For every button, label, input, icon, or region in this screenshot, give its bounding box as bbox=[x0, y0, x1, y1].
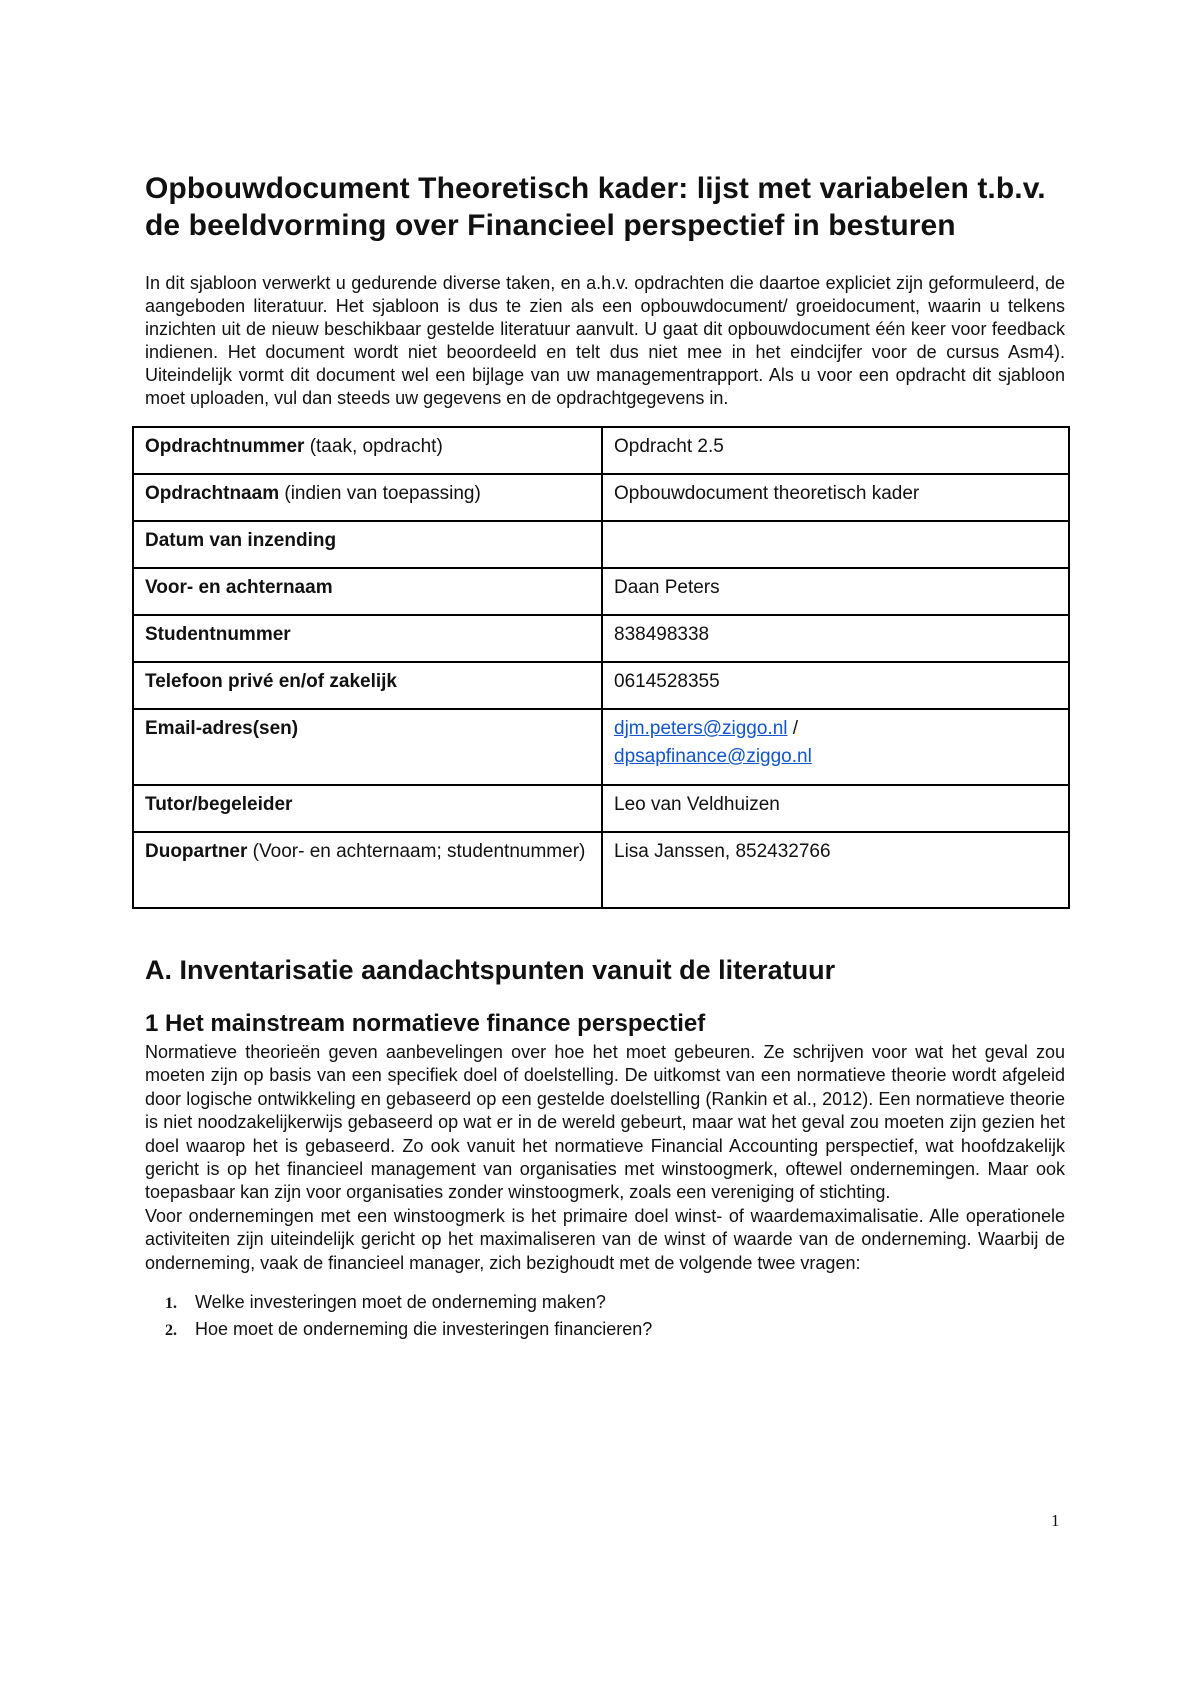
assignment-info-table bbox=[132, 426, 1070, 909]
document-page bbox=[145, 170, 1065, 1343]
table-row bbox=[133, 474, 1069, 521]
table-value-cell bbox=[602, 521, 1069, 568]
subsection-heading: 1 Het mainstream normatieve finance perspectief bbox=[145, 1010, 706, 1037]
label-rest: (taak, opdracht) bbox=[304, 436, 443, 457]
email-link-1[interactable]: djm.peters@ziggo.nl bbox=[614, 718, 788, 739]
table-label-cell bbox=[133, 474, 602, 521]
table-label-cell bbox=[133, 427, 602, 474]
table-value-cell: Daan Peters bbox=[602, 568, 1069, 615]
table-value-cell: Opbouwdocument theoretisch kader bbox=[602, 474, 1069, 521]
table-row-email bbox=[133, 709, 1069, 785]
label-bold: Duopartner bbox=[145, 841, 248, 862]
email-separator: / bbox=[787, 718, 799, 739]
body-paragraph-2: Voor ondernemingen met een winstoogmerk is het primaire doel winst- of waardemaximalisatie. Alle operationele activiteiten zijn uiteindelijk gericht op het maximaliseren van de winst of waarde van de onderneming. Waarbij de onderneming, vaak de financieel manager, zich bezighoudt met de volgende twee vragen: bbox=[145, 1205, 1065, 1273]
table-label-cell bbox=[133, 521, 602, 568]
label-rest: (Voor- en achternaam; studentnummer) bbox=[247, 841, 586, 862]
label-bold: Email-adres(sen) bbox=[145, 718, 299, 739]
table-row bbox=[133, 521, 1069, 568]
table-row bbox=[133, 785, 1069, 832]
body-paragraph-1: Normatieve theorieën geven aanbevelingen over hoe het moet gebeuren. Ze schrijven voor wat het geval zou moeten zijn op basis van een specifiek doel of doelstelling. De uitkomst van een normatieve theorie wordt afgeleid door logische ontwikkeling en gebaseerd op een gestelde doelstelling (Rankin et al., 2012). Een normatieve theorie is niet noodzakelijkerwijs gebaseerd op wat er in de wereld gebeurt, maar wat het geval zou moeten zijn gezien het doel waarop het is gebaseerd. Zo ook vanuit het normatieve Financial Accounting perspectief, wat hoofdzakelijk gericht is op het financieel management van organisaties met winstoogmerk, oftewel ondernemingen. Maar ook toepasbaar kan zijn voor organisaties zonder winstoogmerk, zoals een vereniging of stichting. bbox=[145, 1042, 1065, 1203]
table-label-cell bbox=[133, 615, 602, 662]
email-link-2[interactable]: dpsapfinance@ziggo.nl bbox=[614, 746, 812, 767]
table-value-cell: Opdracht 2.5 bbox=[602, 427, 1069, 474]
table-label-cell bbox=[133, 568, 602, 615]
table-label-cell bbox=[133, 832, 602, 908]
label-rest: (indien van toepassing) bbox=[279, 483, 481, 504]
table-row bbox=[133, 615, 1069, 662]
document-title: Opbouwdocument Theoretisch kader: lijst met variabelen t.b.v. de beeldvorming over Financieel perspectief in besturen bbox=[145, 172, 1046, 242]
label-bold: Telefoon privé en/of zakelijk bbox=[145, 671, 397, 692]
table-value-cell: 0614528355 bbox=[602, 662, 1069, 709]
table-row bbox=[133, 427, 1069, 474]
list-item: 2. Hoe moet de onderneming die investeringen financieren? bbox=[181, 1316, 1065, 1343]
label-bold: Opdrachtnaam bbox=[145, 483, 280, 504]
table-value-cell: 838498338 bbox=[602, 615, 1069, 662]
label-bold: Datum van inzending bbox=[145, 530, 337, 551]
label-bold: Voor- en achternaam bbox=[145, 577, 333, 598]
questions-list bbox=[145, 1289, 1065, 1343]
table-value-cell: Leo van Veldhuizen bbox=[602, 785, 1069, 832]
page-number: 1 bbox=[1051, 1511, 1060, 1530]
label-bold: Opdrachtnummer bbox=[145, 436, 305, 457]
label-bold: Tutor/begeleider bbox=[145, 794, 293, 815]
table-row bbox=[133, 662, 1069, 709]
intro-paragraph: In dit sjabloon verwerkt u gedurende diverse taken, en a.h.v. opdrachten die daartoe expliciet zijn geformuleerd, de aangeboden literatuur. Het sjabloon is dus te zien als een opbouwdocument/ groeidocument, waarin u telkens inzichten uit de nieuw beschikbaar gestelde literatuur aanvult. U gaat dit opbouwdocument één keer voor feedback indienen. Het document wordt niet beoordeeld en telt dus niet mee in het eindcijfer voor de cursus Asm4). Uiteindelijk vormt dit document wel een bijlage van uw managementrapport. Als u voor een opdracht dit sjabloon moet uploaden, vul dan steeds uw gegevens en de opdrachtgegevens in. bbox=[145, 273, 1065, 408]
table-value-cell: Lisa Janssen, 852432766 bbox=[602, 832, 1069, 908]
label-bold: Studentnummer bbox=[145, 624, 291, 645]
section-a-heading: A. Inventarisatie aandachtspunten vanuit de literatuur bbox=[145, 955, 836, 985]
table-label-cell bbox=[133, 662, 602, 709]
table-row bbox=[133, 832, 1069, 908]
table-label-cell bbox=[133, 709, 602, 785]
table-label-cell bbox=[133, 785, 602, 832]
table-row bbox=[133, 568, 1069, 615]
table-value-cell bbox=[602, 709, 1069, 785]
list-item: 1. Welke investeringen moet de onderneming maken? bbox=[181, 1289, 1065, 1316]
